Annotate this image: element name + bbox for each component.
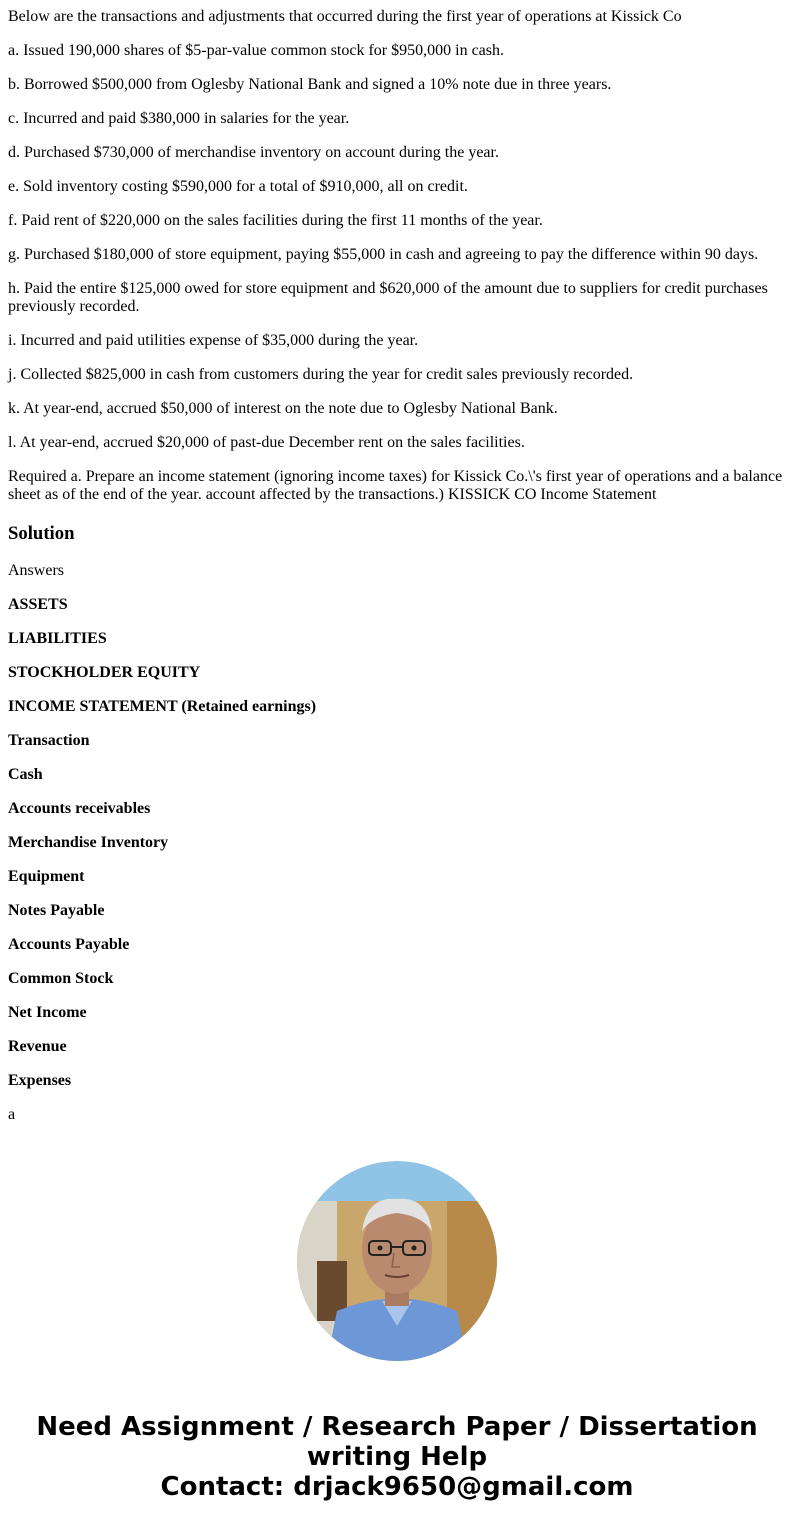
question-section: [8, 8, 786, 504]
author-avatar: [297, 1161, 497, 1361]
transaction-item-b: b. Borrowed $500,000 from Oglesby National Bank and signed a 10% note due in three years.: [8, 76, 612, 93]
header-common-stock: Common Stock: [8, 970, 114, 987]
transaction-item-j: j. Collected $825,000 in cash from customers during the year for credit sales previously recorded.: [8, 366, 634, 383]
header-assets: ASSETS: [8, 596, 68, 613]
required-text: Required a. Prepare an income statement (ignoring income taxes) for Kissick Co.\'s first year of operations and a balance sheet as of the end of the year. account affected by the transactions.) KISSICK CO Income Statement: [8, 468, 783, 503]
solution-section: [8, 562, 786, 1124]
header-net-income: Net Income: [8, 1004, 87, 1021]
header-cash: Cash: [8, 766, 43, 783]
header-stockholder-equity: STOCKHOLDER EQUITY: [8, 664, 201, 681]
row-label-a: a: [8, 1106, 16, 1123]
header-revenue: Revenue: [8, 1038, 67, 1055]
transaction-item-c: c. Incurred and paid $380,000 in salaries for the year.: [8, 110, 350, 127]
header-merchandise-inventory: Merchandise Inventory: [8, 834, 169, 851]
transaction-item-f: f. Paid rent of $220,000 on the sales facilities during the first 11 months of the year.: [8, 212, 543, 229]
header-equipment: Equipment: [8, 868, 85, 885]
transaction-item-l: l. At year-end, accrued $20,000 of past-due December rent on the sales facilities.: [8, 434, 525, 451]
header-accounts-receivables: Accounts receivables: [8, 800, 151, 817]
transaction-item-d: d. Purchased $730,000 of merchandise inventory on account during the year.: [8, 144, 499, 161]
transaction-item-k: k. At year-end, accrued $50,000 of interest on the note due to Oglesby National Bank.: [8, 400, 558, 417]
header-income-statement: INCOME STATEMENT (Retained earnings): [8, 698, 317, 715]
transaction-item-g: g. Purchased $180,000 of store equipment, paying $55,000 in cash and agreeing to pay the difference within 90 days.: [8, 246, 759, 263]
author-photo: [297, 1161, 497, 1361]
solution-heading: Solution: [8, 523, 75, 544]
transaction-item-h: h. Paid the entire $125,000 owed for store equipment and $620,000 of the amount due to suppliers for credit purchases previously recorded.: [8, 280, 768, 315]
header-expenses: Expenses: [8, 1072, 72, 1089]
promo-line-1: Need Assignment / Research Paper / Dissertation: [36, 1412, 758, 1442]
transaction-item-i: i. Incurred and paid utilities expense of $35,000 during the year.: [8, 332, 419, 349]
transaction-item-a: a. Issued 190,000 shares of $5-par-value common stock for $950,000 in cash.: [8, 42, 505, 59]
header-notes-payable: Notes Payable: [8, 902, 105, 919]
promo-line-2: writing Help: [306, 1442, 488, 1472]
document-body: [0, 8, 794, 1124]
header-transaction: Transaction: [8, 732, 90, 749]
question-intro: Below are the transactions and adjustments that occurred during the first year of operations at Kissick Co: [8, 8, 682, 25]
promo-banner: [0, 1412, 794, 1502]
answers-label: Answers: [8, 562, 64, 579]
transaction-item-e: e. Sold inventory costing $590,000 for a total of $910,000, all on credit.: [8, 178, 468, 195]
header-accounts-payable: Accounts Payable: [8, 936, 130, 953]
promo-contact[interactable]: Contact: drjack9650@gmail.com: [160, 1472, 634, 1502]
header-liabilities: LIABILITIES: [8, 630, 107, 647]
